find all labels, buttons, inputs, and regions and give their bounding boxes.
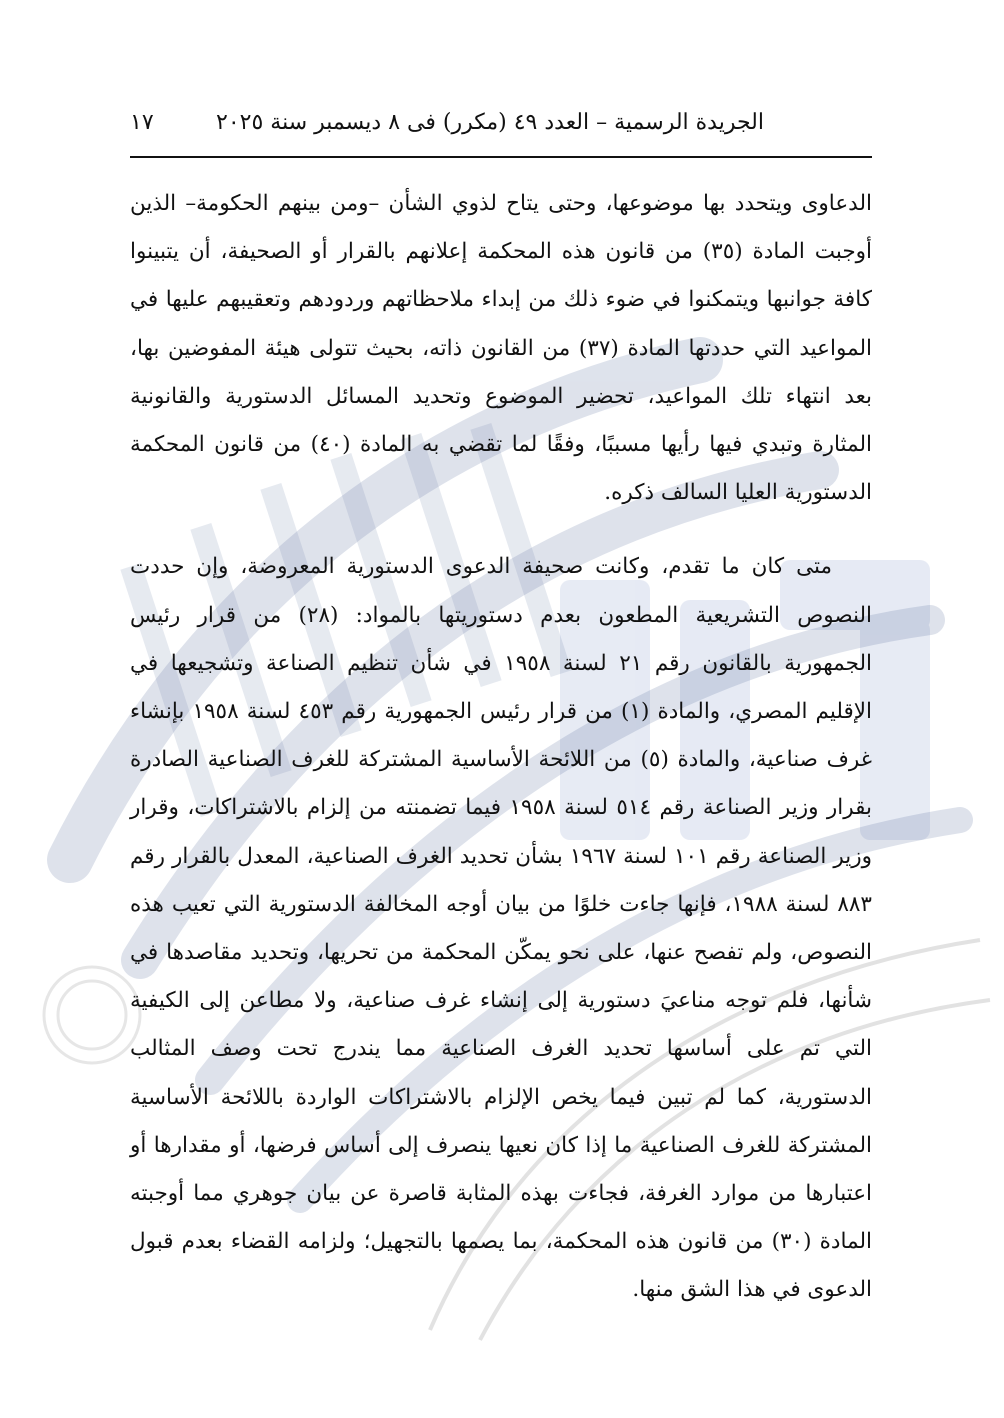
body-text xyxy=(130,180,872,1315)
page-number: ١٧ xyxy=(130,110,154,135)
paragraph-2: متى كان ما تقدم، وكانت صحيفة الدعوى الدستورية المعروضة، وإن حددت النصوص التشريعية المطعون بعدم دستوريتها بالمواد: (٢٨) من قرار رئيس الجمهورية بالقانون رقم ٢١ لسنة ١٩٥٨ في شأن تنظيم الصناعة وتشجيعها في الإقليم المصري، والمادة (١) من قرار رئيس الجمهورية رقم ٤٥٣ لسنة ١٩٥٨ بإنشاء غرف صناعية، والمادة (٥) من اللائحة الأساسية المشتركة للغرف الصناعية الصادرة بقرار وزير الصناعة رقم ٥١٤ لسنة ١٩٥٨ فيما تضمنته من إلزام بالاشتراكات، وقرار وزير الصناعة رقم ١٠١ لسنة ١٩٦٧ بشأن تحديد الغرف الصناعية، المعدل بالقرار رقم ٨٨٣ لسنة ١٩٨٨، فإنها جاءت خلوًا من بيان أوجه المخالفة الدستورية التي تعيب هذه النصوص، ولم تفصح عنها، على نحو يمكّن المحكمة من تحريها، وتحديد مقاصدها في شأنها، فلم توجه مناعيَ دستورية إلى إنشاء غرف صناعية، ولا مطاعن إلى الكيفية التي تم على أساسها تحديد الغرف الصناعية مما يندرج تحت وصف المثالب الدستورية، كما لم تبين فيما يخص الإلزام بالاشتراكات الواردة باللائحة الأساسية المشتركة للغرف الصناعية ما إذا كان نعيها ينصرف إلى أساس فرضها، أو مقدارها أو اعتبارها من موارد الغرفة، فجاءت بهذه المثابة قاصرة عن بيان جوهري مما أوجبته المادة (٣٠) من قانون هذه المحكمة، بما يصمها بالتجهيل؛ ولزامه القضاء بعدم قبول الدعوى في هذا الشق منها. xyxy=(130,554,872,1303)
header-divider xyxy=(130,156,872,158)
header-title: الجريدة الرسمية – العدد ٤٩ (مكرر) فى ٨ ديسمبر سنة ٢٠٢٥ xyxy=(216,110,764,135)
page-header xyxy=(130,108,872,148)
paragraph-1: الدعاوى ويتحدد بها موضوعها، وحتى يتاح لذوي الشأن –ومن بينهم الحكومة– الذين أوجبت المادة (٣٥) من قانون هذه المحكمة إعلانهم بالقرار أو الصحيفة، أن يتبينوا كافة جوانبها ويتمكنوا في ضوء ذلك من إبداء ملاحظاتهم وردودهم وتعقيبهم عليها في المواعيد التي حددتها المادة (٣٧) من القانون ذاته، بحيث تتولى هيئة المفوضين بها، بعد انتهاء تلك المواعيد، تحضير الموضوع وتحديد المسائل الدستورية والقانونية المثارة وتبدي فيها رأيها مسببًا، وفقًا لما تقضي به المادة (٤٠) من قانون المحكمة الدستورية العليا السالف ذكره. xyxy=(130,191,873,506)
